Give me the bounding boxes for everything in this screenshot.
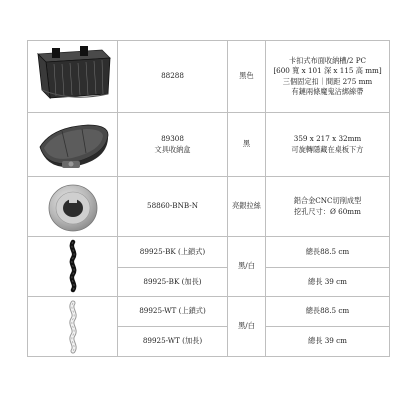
product-code: 89308 文具收納盒 [118, 113, 228, 177]
table-row [28, 177, 390, 237]
table-row [28, 113, 390, 177]
product-color: 黑色 [228, 41, 266, 113]
product-color: 黑 [228, 113, 266, 177]
product-image-cell [28, 177, 118, 237]
product-color: 黑/白 [228, 297, 266, 357]
cable-tray-basket-icon [32, 44, 114, 110]
table-row [28, 297, 390, 327]
product-color: 亮銀拉絲 [228, 177, 266, 237]
product-spec: 鋁合金CNC切削成型 挖孔尺寸：Ø 60mm [266, 177, 390, 237]
product-image-cell [28, 113, 118, 177]
product-spec: 總長 39 cm [266, 327, 390, 357]
product-image-cell [28, 41, 118, 113]
white-cable-spine-icon [58, 299, 88, 355]
product-color: 黑/白 [228, 237, 266, 297]
product-spec: 總長88.5 cm [266, 297, 390, 327]
product-spec: 總長88.5 cm [266, 237, 390, 268]
product-image-cell [28, 297, 118, 357]
product-code: 89925-WT (加長) [118, 327, 228, 357]
stationery-tray-icon [32, 117, 114, 173]
product-code: 89925-WT (上鎖式) [118, 297, 228, 327]
product-spec: 總長 39 cm [266, 268, 390, 297]
product-spec: 卡扣式布面收納槽/2 PC [600 寬 x 101 深 x 115 高 mm] 三個固定扣｜間距 275 mm 有鏈兩條魔鬼沾綁線帶 [266, 41, 390, 113]
product-spec: 359 x 217 x 32mm 可旋轉隱藏在桌板下方 [266, 113, 390, 177]
black-cable-spine-icon [58, 238, 88, 296]
product-spec-table [27, 40, 390, 357]
product-code: 89925-BK (加長) [118, 268, 228, 297]
table-row [28, 41, 390, 113]
product-image-cell [28, 237, 118, 297]
table-row [28, 237, 390, 268]
grommet-icon [43, 180, 103, 234]
product-code: 58860-BNB-N [118, 177, 228, 237]
product-code: 88288 [118, 41, 228, 113]
product-code: 89925-BK (上鎖式) [118, 237, 228, 268]
